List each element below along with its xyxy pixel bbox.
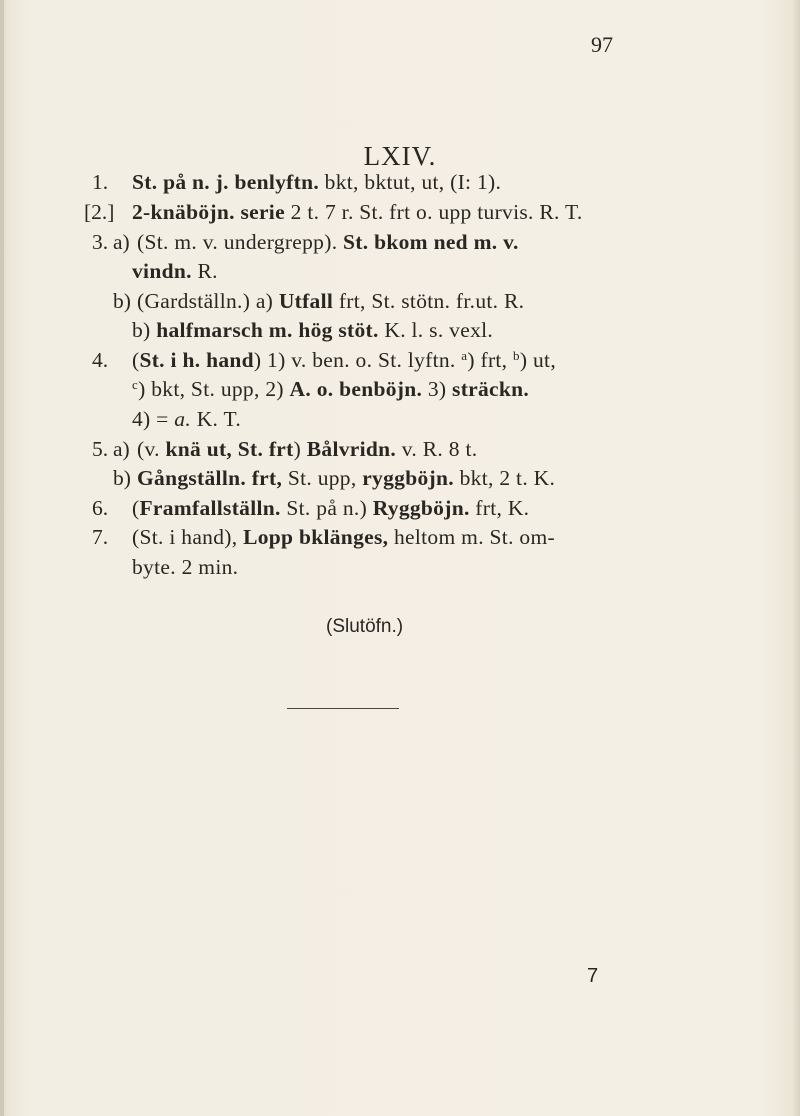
exercise-bold: St. på n. j. benlyftn. <box>132 170 319 194</box>
exercise-bold: Bålvridn. <box>306 437 397 461</box>
item-number-4: 4. <box>92 348 109 372</box>
exercise-text: 3) <box>422 377 453 401</box>
exercise-bold: ryggböjn. <box>362 466 454 490</box>
item-number-7: 7. <box>92 525 109 549</box>
page-number: 97 <box>591 32 613 57</box>
exercise-line-5a <box>137 437 477 462</box>
exercise-text: (St. m. v. undergrepp). <box>137 230 344 254</box>
superscript-b: b <box>513 348 520 363</box>
exercise-line-2 <box>132 200 583 225</box>
item-sub-5a: a) <box>113 437 130 461</box>
exercise-line-3b <box>137 289 524 314</box>
exercise-text: (v. <box>137 437 166 461</box>
exercise-text: St. upp, <box>282 466 363 490</box>
item-sub-5b: b) <box>113 466 131 490</box>
chapter-title: LXIV. <box>363 141 437 171</box>
exercise-text: ) frt, <box>467 348 514 372</box>
exercise-text: frt, St. stötn. fr.ut. R. <box>333 289 525 313</box>
exercise-text: ) 1) v. ben. o. St. lyftn. <box>253 348 462 372</box>
item-number-1: 1. <box>92 170 109 194</box>
exercise-italic: a. <box>174 407 192 431</box>
exercise-text: heltom m. St. om- <box>388 525 555 549</box>
exercise-bold: Gångställn. frt, <box>137 466 283 490</box>
exercise-bold: St. i h. hand <box>139 348 254 372</box>
exercise-line-3b-cont <box>132 318 493 343</box>
exercise-text: v. R. 8 t. <box>396 437 478 461</box>
exercise-text: 2 t. 7 r. St. frt o. upp turvis. R. T. <box>284 200 583 224</box>
exercise-line-3a <box>137 230 519 255</box>
exercise-bold: 2-knäböjn. serie <box>132 200 285 224</box>
exercise-line-3a-cont <box>132 259 218 284</box>
exercise-line-1 <box>132 170 501 195</box>
exercise-bold: Lopp bklänges, <box>243 525 389 549</box>
item-number-2: [2.] <box>84 200 115 224</box>
superscript-a: a <box>461 348 468 363</box>
exercise-line-4-cont2 <box>132 407 241 432</box>
exercise-text: K. T. <box>191 407 242 431</box>
exercise-text: byte. 2 min. <box>132 555 239 579</box>
exercise-text: St. på n.) <box>280 496 373 520</box>
exercise-text: bkt, 2 t. K. <box>453 466 556 490</box>
superscript-c: c <box>132 377 139 392</box>
exercise-text: R. <box>191 259 218 283</box>
exercise-bold: vindn. <box>132 259 192 283</box>
item-number-6: 6. <box>92 496 109 520</box>
exercise-text: (St. i hand), <box>132 525 244 549</box>
exercise-text: ) ut, <box>519 348 556 372</box>
exercise-bold: knä ut, St. frt <box>165 437 294 461</box>
exercise-line-4 <box>132 348 556 373</box>
closing-note: (Slutöfn.) <box>326 616 404 637</box>
exercise-line-7 <box>132 525 555 550</box>
exercise-text: ) <box>293 437 307 461</box>
exercise-text: ) bkt, St. upp, 2) <box>138 377 290 401</box>
item-sub-3b: b) <box>113 289 131 313</box>
exercise-bold: Framfallställn. <box>139 496 281 520</box>
signature-mark: 7 <box>587 965 599 987</box>
item-sub-3a: a) <box>113 230 130 254</box>
item-number-5: 5. <box>92 437 109 461</box>
exercise-text: b) <box>132 318 157 342</box>
exercise-text: (Gardställn.) a) <box>137 289 279 313</box>
exercise-line-5b <box>137 466 555 491</box>
exercise-bold: Utfall <box>278 289 334 313</box>
exercise-text: frt, K. <box>469 496 530 520</box>
exercise-line-4-cont <box>132 377 529 402</box>
exercise-text: K. l. s. vexl. <box>378 318 494 342</box>
exercise-bold: A. o. benböjn. <box>289 377 423 401</box>
exercise-text: ( <box>132 348 140 372</box>
divider-rule <box>287 708 399 709</box>
exercise-bold: Ryggböjn. <box>372 496 470 520</box>
exercise-bold: St. bkom ned m. v. <box>343 230 519 254</box>
exercise-text: ( <box>132 496 140 520</box>
exercise-line-6 <box>132 496 529 521</box>
item-number-3: 3. <box>92 230 109 254</box>
exercise-text: 4) = <box>132 407 175 431</box>
exercise-line-7-cont <box>132 555 238 580</box>
exercise-bold: sträckn. <box>452 377 530 401</box>
exercise-bold: halfmarsch m. hög stöt. <box>156 318 379 342</box>
exercise-text: bkt, bktut, ut, (I: 1). <box>319 170 502 194</box>
